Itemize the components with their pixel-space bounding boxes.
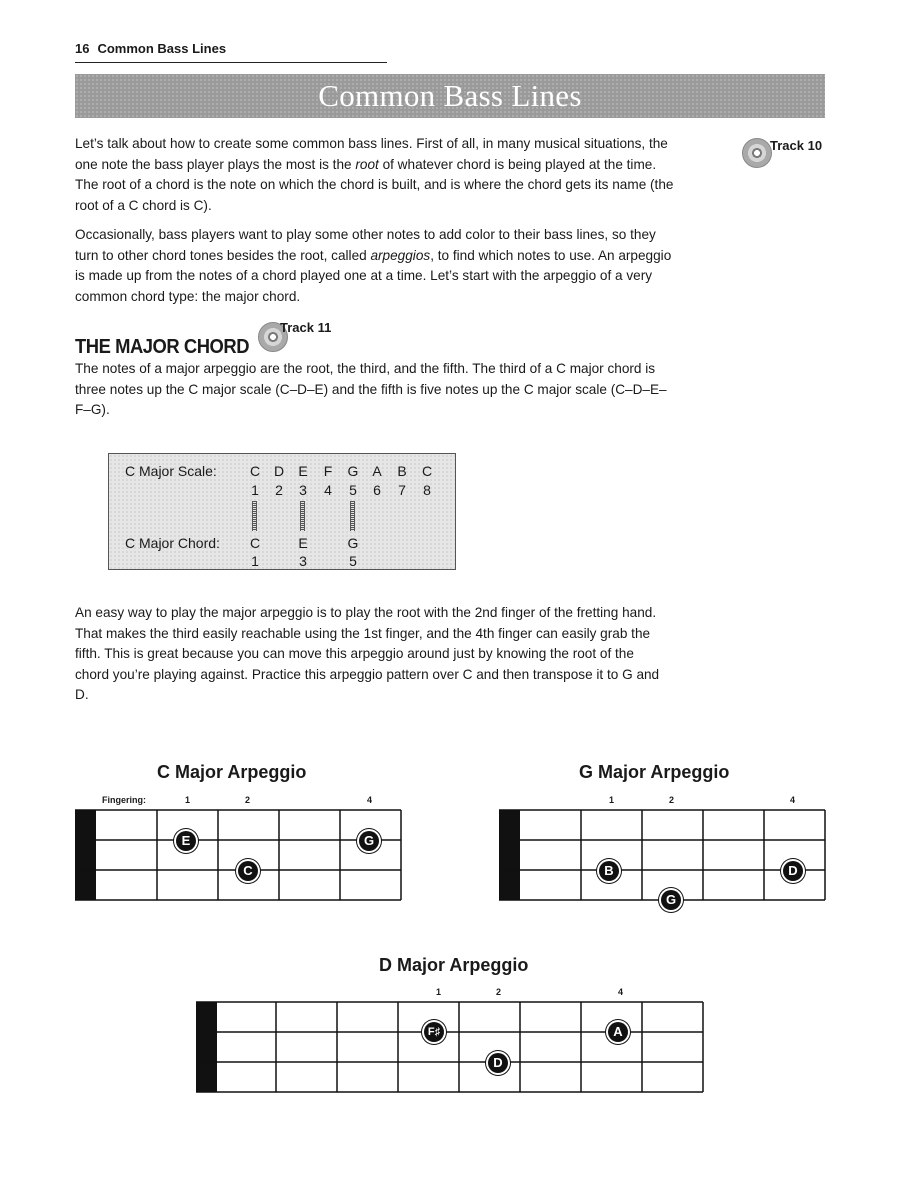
track-10-label: Track 10: [770, 138, 823, 153]
scale-degree: 4: [324, 482, 332, 498]
chapter-title: Common Bass Lines: [318, 78, 582, 113]
note-marker: G: [359, 831, 379, 851]
scale-note: B: [397, 463, 407, 479]
track-11-label: Track 11: [280, 320, 332, 335]
nut: [75, 810, 96, 900]
finger-number: 2: [669, 795, 675, 805]
scale-degree: 7: [398, 482, 406, 498]
page-number: 16: [75, 41, 90, 56]
chord-note: E: [298, 535, 308, 551]
intro-p2-text-a: Occasionally, bass players want to play some other notes to add color to their bass lines, so they turn to other chord tones besides the root, called: [75, 227, 656, 263]
note-marker: C: [238, 861, 258, 881]
intro-p2-text-b: , to find which notes to use. An arpeggio is made up from the notes of a chord played one at a time. Let’s start with the arpeggio of a very common chord type: the major chord.: [75, 247, 672, 304]
connector-line: [350, 501, 355, 531]
section-heading-major-chord: THE MAJOR CHORD: [75, 336, 250, 358]
finger-number: 2: [496, 987, 502, 997]
c-major-scale-table: [108, 453, 456, 570]
connector-line: [252, 501, 257, 531]
chord-note: C: [249, 535, 261, 551]
c-arpeggio-fretboard: [74, 808, 404, 903]
note-marker: B: [599, 861, 619, 881]
c-arpeggio-title: C Major Arpeggio: [157, 762, 307, 782]
scale-degree: 6: [373, 482, 381, 498]
intro-p1-text-b: of whatever chord is being played at the time. The root of a chord is the note on which the chord is built, and is where the chord gets its name (the root of a C chord is C).: [75, 156, 674, 213]
nut: [499, 810, 520, 900]
finger-number: 2: [245, 795, 251, 805]
note-marker: A: [608, 1022, 628, 1042]
note-marker: E: [176, 831, 196, 851]
chord-note: G: [347, 535, 359, 551]
d-arpeggio-title: D Major Arpeggio: [379, 955, 529, 975]
finger-number: 1: [436, 987, 442, 997]
chord-degree: 5: [349, 553, 357, 569]
chord-degree: 1: [251, 553, 259, 569]
scale-note: D: [273, 463, 285, 479]
intro-p1-emphasis: root: [355, 156, 379, 172]
g-arpeggio-title: G Major Arpeggio: [579, 762, 730, 782]
scale-degree: 8: [423, 482, 431, 498]
chord-degree: 3: [299, 553, 307, 569]
finger-number: 4: [367, 795, 373, 805]
running-head-title: Common Bass Lines: [97, 41, 227, 56]
practice-paragraph: An easy way to play the major arpeggio is to play the root with the 2nd finger of the fretting hand. That makes the third easily reachable using the 1st finger, and the 4th finger can easily grab the fifth. This is great because you can move this arpeggio around just by knowing the root of the chord you’re playing against. Practice this arpeggio pattern over C and then transpose it to G and D.: [75, 605, 660, 702]
fingering-label: Fingering:: [102, 795, 146, 805]
note-marker: D: [783, 861, 803, 881]
finger-number: 4: [618, 987, 624, 997]
scale-degree: 5: [349, 482, 357, 498]
scale-degree: 3: [299, 482, 307, 498]
note-marker: F♯: [424, 1022, 444, 1042]
cd-track-icon: [742, 138, 772, 168]
running-head: [75, 40, 387, 63]
scale-note: A: [372, 463, 382, 479]
d-arpeggio-fretboard: [195, 1000, 705, 1095]
chord-row-label: C Major Chord:: [125, 535, 220, 551]
scale-note: F: [323, 463, 333, 479]
finger-number: 1: [185, 795, 191, 805]
scale-note: G: [347, 463, 359, 479]
intro-p1-text-a: Let’s talk about how to create some common bass lines. First of all, in many musical situations, the one note the bass player plays the most is the: [75, 136, 668, 172]
g-arpeggio-fretboard: [498, 808, 828, 903]
scale-degree: 1: [251, 482, 259, 498]
major-chord-paragraph: The notes of a major arpeggio are the root, the third, and the fifth. The third of a C major chord is three notes up the C major scale (C–D–E) and the fifth is five notes up the C major scale (C–D–E–F–G).: [75, 361, 667, 417]
scale-note: C: [249, 463, 261, 479]
intro-p2-emphasis: arpeggios: [370, 247, 431, 263]
intro-paragraph-2: [75, 225, 675, 307]
finger-number: 4: [790, 795, 796, 805]
nut: [196, 1002, 217, 1092]
scale-row-label: C Major Scale:: [125, 463, 217, 479]
finger-number: 1: [609, 795, 615, 805]
chapter-banner: [75, 74, 825, 118]
intro-paragraph-1: [75, 134, 675, 216]
scale-note: E: [298, 463, 308, 479]
note-marker: G: [661, 890, 681, 910]
connector-line: [300, 501, 305, 531]
scale-note: C: [421, 463, 433, 479]
scale-degree: 2: [275, 482, 283, 498]
note-marker: D: [488, 1053, 508, 1073]
